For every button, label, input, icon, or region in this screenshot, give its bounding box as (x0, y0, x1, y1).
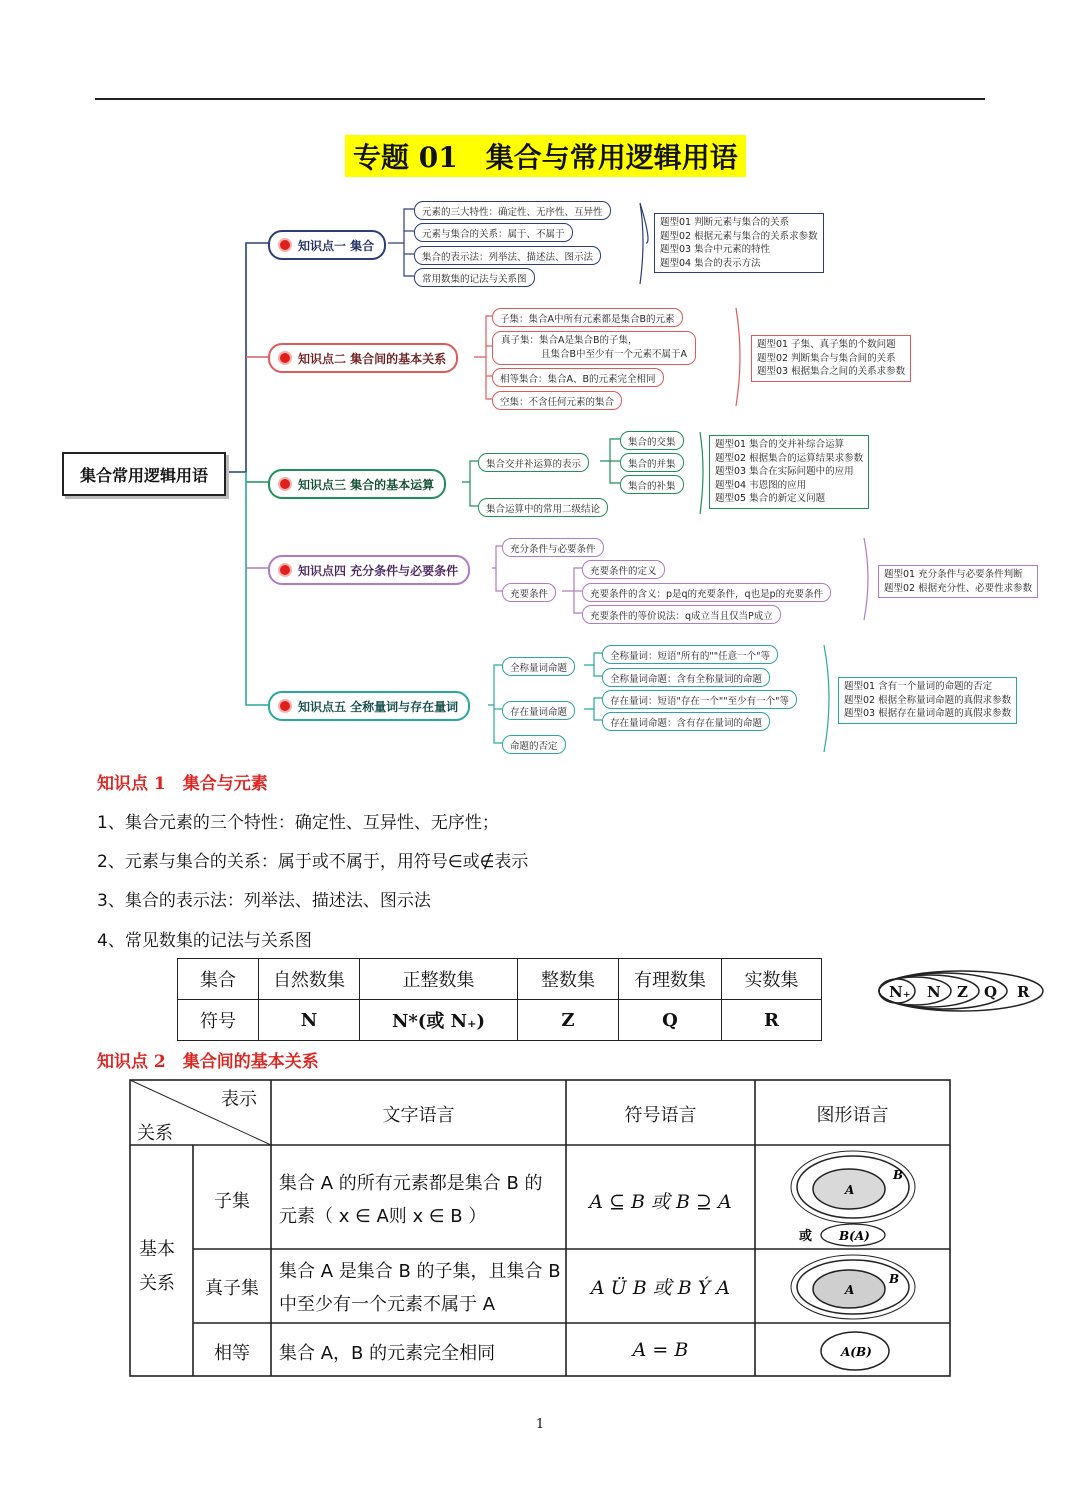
relation-text: 集合 A，B 的元素完全相同 (279, 1343, 496, 1364)
knowledge-point-3: 知识点三 集合的基本运算 (268, 469, 446, 499)
kp5-question-types: 题型01 含有一个量词的命题的否定 题型02 根据全称量词命题的真假求参数 题型03 根据存在量词命题的真假求参数 (838, 677, 1017, 724)
knowledge-point-1: 知识点一 集合 (268, 230, 386, 260)
set-label: N₊ (889, 983, 911, 1001)
section-1-line: 4、常见数集的记法与关系图 (97, 931, 312, 951)
kp2-item: 空集：不含任何元素的集合 (492, 391, 622, 410)
relation-text: 集合 A 的所有元素都是集合 B 的元素（ x ∈ A则 x ∈ B ） (279, 1173, 543, 1227)
set-label: Z (957, 983, 968, 1001)
kp5-item: 命题的否定 (502, 735, 566, 754)
figure-label: B(A) (839, 1229, 870, 1243)
kp5-subitem: 存在量词命题：含有存在量词的命题 (602, 712, 770, 731)
set-label: Q (984, 983, 998, 1001)
set-label: R (1017, 983, 1030, 1001)
section-1-heading: 知识点 1 集合与元素 (97, 774, 268, 794)
figure-label: B (889, 1272, 900, 1286)
table-cell: R (722, 1000, 822, 1041)
table-cell: N (259, 1000, 360, 1041)
kp1-question-types: 题型01 判断元素与集合的关系 题型02 根据元素与集合的关系求参数 题型03 集合中元素的特性 题型04 集合的表示方法 (654, 213, 824, 273)
section-2-heading: 知识点 2 集合间的基本关系 (97, 1052, 319, 1072)
figure-label: A(B) (841, 1345, 872, 1359)
corner-label-top: 表示 (221, 1089, 257, 1110)
kp3-item: 集合交并补运算的表示 (478, 453, 589, 472)
section-1-line: 1、集合元素的三个特性：确定性、互异性、无序性； (97, 813, 499, 833)
kp5-subitem: 全称量词命题：含有全称量词的命题 (602, 668, 770, 687)
kp4-item: 充要条件 (502, 583, 556, 602)
kp5-item: 全称量词命题 (502, 657, 575, 676)
kp4-question-types: 题型01 充分条件与必要条件判断 题型02 根据充分性、必要性求参数 (878, 565, 1038, 598)
column-header: 符号语言 (624, 1105, 697, 1126)
kp2-question-types: 题型01 子集、真子集的个数问题 题型02 判断集合与集合间的关系 题型03 根据集合之间的关系求参数 (751, 335, 911, 382)
number-sets-table (177, 958, 822, 1041)
figure-label: A (845, 1183, 855, 1197)
bullet-icon (278, 238, 292, 252)
kp2-item: 相等集合：集合A、B的元素完全相同 (492, 368, 664, 387)
kp2-item: 子集：集合A中所有元素都是集合B的元素 (492, 308, 683, 327)
kp1-item: 元素与集合的关系：属于、不属于 (414, 223, 573, 242)
mindmap-root: 集合常用逻辑用语 (62, 452, 226, 496)
kp3-question-types: 题型01 集合的交并补综合运算 题型02 根据集合的运算结果求参数 题型03 集合在实际问题中的应用 题型04 韦恩图的应用 题型05 集合的新定义问题 (709, 435, 869, 509)
table-cell: 正整数集 (360, 959, 518, 1000)
kp3-subitem: 集合的交集 (620, 431, 684, 450)
bullet-icon (278, 351, 292, 365)
subset-figure (789, 1149, 919, 1249)
kp1-item: 常用数集的记法与关系图 (414, 268, 535, 287)
knowledge-point-2: 知识点二 集合间的基本关系 (268, 343, 458, 373)
kp3-item: 集合运算中的常用二级结论 (478, 498, 608, 517)
figure-label: 或 (799, 1229, 813, 1244)
section-1-line: 3、集合的表示法：列举法、描述法、图示法 (97, 891, 431, 911)
table-cell: 整数集 (518, 959, 619, 1000)
relation-text: 集合 A 是集合 B 的子集，且集合 B 中至少有一个元素不属于 A (279, 1261, 561, 1315)
relation-name: 真子集 (205, 1278, 259, 1299)
relation-symbol: A ⊆ B 或 B ⊇ A (589, 1191, 732, 1213)
equal-sets-figure (817, 1329, 893, 1373)
proper-subset-figure (789, 1253, 919, 1321)
table-cell: Q (619, 1000, 722, 1041)
kp1-item: 元素的三大特性：确定性、无序性、互异性 (414, 201, 611, 220)
set-label: N (927, 983, 941, 1001)
bullet-icon (278, 563, 292, 577)
table-cell: 符号 (178, 1000, 259, 1041)
table-cell: N*(或 N₊) (360, 1000, 518, 1041)
corner-label-bottom: 关系 (137, 1123, 173, 1144)
table-cell: 集合 (178, 959, 259, 1000)
bullet-icon (278, 477, 292, 491)
relation-symbol: A = B (632, 1339, 689, 1361)
figure-label: A (845, 1283, 855, 1297)
column-header: 图形语言 (816, 1105, 889, 1126)
section-1-line: 2、元素与集合的关系：属于或不属于，用符号∈或∉表示 (97, 852, 529, 872)
kp4-item: 充分条件与必要条件 (502, 538, 604, 557)
relation-symbol: A Ü B 或 B Ý A (590, 1277, 731, 1299)
kp4-subitem: 充要条件的定义 (582, 560, 665, 579)
knowledge-point-4: 知识点四 充分条件与必要条件 (268, 555, 470, 585)
figure-label: B (893, 1168, 904, 1182)
bullet-icon (278, 699, 292, 713)
relation-name: 子集 (214, 1191, 250, 1212)
kp5-subitem: 存在量词：短语"存在一个""至少有一个"等 (602, 690, 797, 709)
kp4-subitem: 充要条件的等价说法：q成立当且仅当P成立 (582, 605, 781, 624)
kp5-item: 存在量词命题 (502, 701, 575, 720)
kp3-subitem: 集合的补集 (620, 475, 684, 494)
page-number: 1 (535, 1417, 545, 1432)
table-cell: 实数集 (722, 959, 822, 1000)
table-cell: Z (518, 1000, 619, 1041)
page-title: 专题 01 集合与常用逻辑用语 (345, 135, 746, 177)
table-cell: 自然数集 (259, 959, 360, 1000)
table-cell: 有理数集 (619, 959, 722, 1000)
relations-table (129, 1079, 951, 1377)
number-sets-diagram (875, 966, 1047, 1016)
kp2-item: 真子集：集合A是集合B的子集， 且集合B中至少有一个元素不属于A (492, 331, 696, 365)
kp3-subitem: 集合的并集 (620, 453, 684, 472)
group-label: 基本关系 (139, 1239, 175, 1294)
knowledge-point-5: 知识点五 全称量词与存在量词 (268, 691, 470, 721)
kp5-subitem: 全称量词：短语"所有的""任意一个"等 (602, 645, 778, 664)
relation-name: 相等 (214, 1343, 250, 1364)
kp1-item: 集合的表示法：列举法、描述法、图示法 (414, 246, 601, 265)
column-header: 文字语言 (382, 1105, 455, 1126)
kp4-subitem: 充要条件的含义：p是q的充要条件，q也是p的充要条件 (582, 583, 831, 602)
